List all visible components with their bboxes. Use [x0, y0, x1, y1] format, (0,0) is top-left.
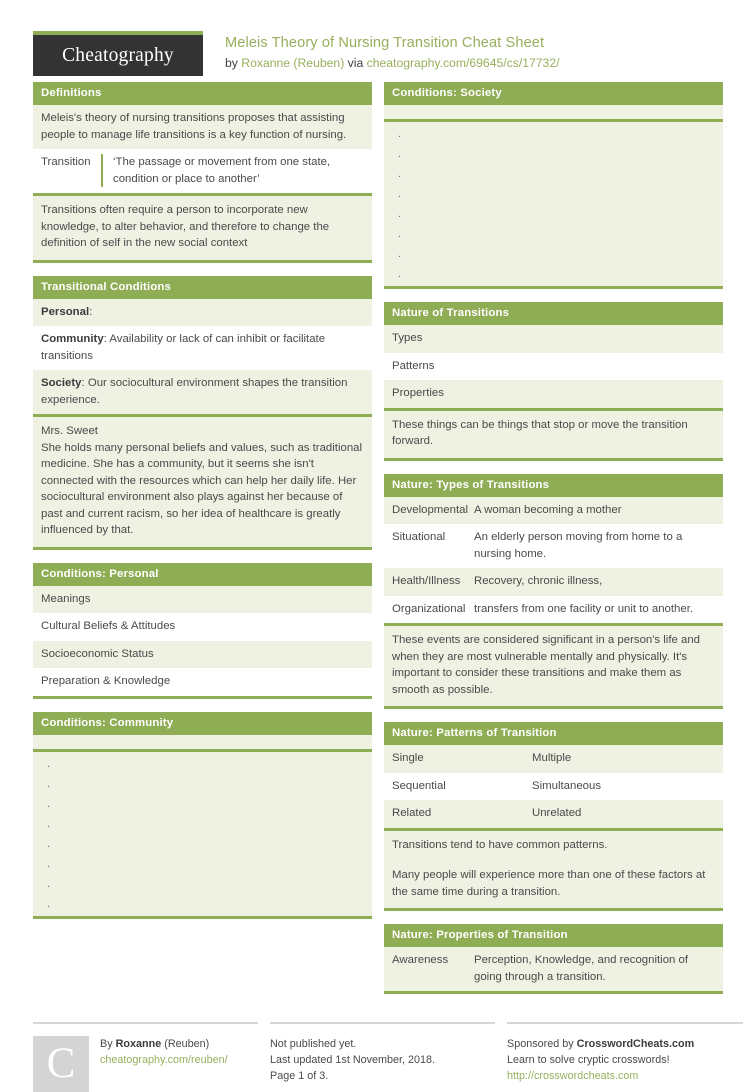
row-value: Preparation & Knowledge: [41, 675, 171, 687]
list-item: .: [384, 124, 723, 144]
row-term: Situational: [392, 531, 446, 543]
table-row: [384, 947, 723, 991]
cheat-block: [384, 302, 723, 461]
page-header: [33, 0, 717, 72]
block-rows: [384, 105, 723, 119]
row-term: Community: [41, 333, 104, 345]
row-value: [41, 739, 364, 745]
block-rows: [33, 735, 372, 749]
footer-sponsor-block: [507, 1022, 743, 1092]
row-value: Patterns: [392, 359, 435, 372]
row-value: ‘The passage or movement from one state, condition or place to another’: [113, 156, 331, 185]
row-value: Simultaneous: [532, 779, 602, 792]
note-paragraph: Transitions often require a person to incorporate new knowledge, to alter behavior, and therefore to change the definition of self in the new social context: [41, 204, 330, 249]
block-note: [384, 408, 723, 458]
cheat-block: [384, 474, 723, 710]
block-note: [33, 193, 372, 260]
via-word: via: [347, 56, 364, 70]
row-value: Personal:: [41, 305, 93, 318]
table-row: [384, 497, 723, 525]
footer-author-url[interactable]: cheatography.com/reuben/: [100, 1054, 228, 1066]
table-row: [33, 586, 372, 614]
table-row: [33, 641, 372, 669]
table-row: [384, 568, 723, 596]
sponsor-tagline: Learn to solve cryptic crosswords!: [507, 1054, 670, 1066]
list-item: .: [33, 894, 372, 914]
cheat-block: [33, 82, 372, 263]
table-row: [384, 105, 723, 119]
page-number: Page 1 of 3.: [270, 1070, 329, 1082]
sponsor-url[interactable]: http://crosswordcheats.com: [507, 1070, 639, 1082]
cheatography-logo[interactable]: [33, 31, 203, 76]
dot-list: [33, 749, 372, 916]
footer-publish-block: [270, 1022, 495, 1092]
row-value: Types: [392, 332, 423, 344]
cheat-block: [33, 563, 372, 699]
row-value: Community: Availability or lack of can inhibit or facilitate transitions: [41, 333, 326, 362]
row-term: Developmental: [392, 503, 468, 516]
note-paragraph: These events are considered significant in a person's life and when they are most vulnerable mentally and physically. It's important to consider these transitions and make them as smooth as possible.: [392, 634, 701, 696]
table-row: [33, 299, 372, 327]
byline: [225, 54, 560, 72]
table-row: [384, 524, 723, 568]
block-note: [384, 623, 723, 706]
row-term: Awareness: [392, 954, 449, 966]
table-row: [384, 325, 723, 353]
row-value: [392, 109, 715, 115]
footer-author-name: Roxanne: [115, 1038, 162, 1050]
table-row: [384, 380, 723, 408]
cheat-block: [384, 924, 723, 994]
list-item: .: [384, 144, 723, 164]
row-value: Socioeconomic Status: [41, 647, 154, 660]
row-value: Perception, Knowledge, and recognition of going through a transition.: [474, 954, 689, 983]
footer-by-label: By: [100, 1038, 113, 1050]
block-rows: [384, 745, 723, 828]
page-footer: [33, 1013, 717, 1092]
block-rows: [384, 497, 723, 624]
note-paragraph: Transitions tend to have common patterns.: [392, 838, 608, 851]
cheat-block: [33, 276, 372, 550]
list-item: .: [384, 264, 723, 284]
logo-text: Cheatography: [62, 44, 174, 66]
block-note: [384, 828, 723, 909]
table-row: [384, 800, 723, 828]
list-item: .: [33, 794, 372, 814]
row-value: transfers from one facility or unit to another.: [474, 602, 694, 615]
block-title: Conditions: Society: [384, 82, 723, 105]
block-title: Nature: Types of Transitions: [384, 474, 723, 497]
page-title: Meleis Theory of Nursing Transition Cheat Sheet: [225, 35, 545, 51]
title-block: [203, 31, 560, 72]
row-value: Unrelated: [532, 807, 582, 819]
sponsor-line: [507, 1036, 694, 1052]
list-item: .: [384, 244, 723, 264]
row-value: Recovery, chronic illness,: [474, 575, 603, 587]
author-link[interactable]: Roxanne (Reuben): [241, 56, 345, 70]
note-paragraph: Mrs. Sweet: [41, 425, 98, 437]
row-term: Organizational: [392, 602, 466, 615]
row-term: Related: [392, 807, 432, 819]
table-row: [384, 773, 723, 801]
block-title: Definitions: [33, 82, 372, 105]
table-row: [33, 668, 372, 696]
note-paragraph: She holds many personal beliefs and values, such as traditional medicine. She has a community, but it seems she isn't connected with the resources which can help her daily life. Her sociocultural environment also plays against her because of past and current racism, so her idea of healthcare is greatly influenced by that.: [41, 441, 363, 536]
footer-author-handle: (Reuben): [164, 1038, 210, 1050]
list-item: .: [384, 164, 723, 184]
table-row: [33, 105, 372, 149]
right-column: [384, 82, 723, 1007]
row-value: Society: Our sociocultural environment shapes the transition experience.: [41, 377, 348, 406]
block-title: Transitional Conditions: [33, 276, 372, 299]
logo-box: [33, 35, 203, 76]
block-rows: [33, 299, 372, 415]
row-term: Transition: [41, 154, 103, 187]
table-row: [384, 596, 723, 624]
list-item: .: [33, 854, 372, 874]
dot-list: [384, 119, 723, 286]
block-title: Nature: Patterns of Transition: [384, 722, 723, 745]
block-title: Conditions: Community: [33, 712, 372, 735]
list-item: .: [384, 184, 723, 204]
row-value: Meanings: [41, 592, 91, 605]
block-note: [33, 414, 372, 547]
row-value: A woman becoming a mother: [474, 503, 622, 516]
list-item: .: [33, 874, 372, 894]
row-value: An elderly person moving from home to a nursing home.: [474, 531, 683, 560]
row-value: Meleis's theory of nursing transitions proposes that assisting people to manage life transitions is a key function of nursing.: [41, 112, 347, 141]
cheat-block: [384, 82, 723, 289]
content-columns: [33, 82, 717, 1007]
avatar: C: [33, 1036, 89, 1092]
footer-author-line: [100, 1036, 228, 1052]
list-item: .: [33, 814, 372, 834]
row-term: Personal: [41, 305, 90, 318]
table-row: [33, 735, 372, 749]
row-value: Multiple: [532, 752, 572, 764]
table-row: [33, 370, 372, 414]
list-item: .: [384, 224, 723, 244]
row-value: Properties: [392, 387, 444, 399]
block-title: Nature of Transitions: [384, 302, 723, 325]
row-term: Health/Illness: [392, 575, 461, 587]
table-row: [384, 353, 723, 381]
block-rows: [33, 105, 372, 193]
block-rows: [384, 325, 723, 408]
row-term: Sequential: [392, 779, 446, 792]
list-item: .: [33, 774, 372, 794]
cheat-block: [384, 722, 723, 911]
sponsor-name[interactable]: CrosswordCheats.com: [576, 1038, 695, 1050]
list-item: .: [33, 834, 372, 854]
left-column: [33, 82, 372, 1007]
last-updated: Last updated 1st November, 2018.: [270, 1054, 436, 1066]
footer-author-block: [33, 1022, 258, 1092]
row-value: Cultural Beliefs & Attitudes: [41, 620, 176, 632]
block-title: Conditions: Personal: [33, 563, 372, 586]
note-paragraph: These things can be things that stop or move the transition forward.: [392, 418, 688, 447]
sponsor-prefix: Sponsored by: [507, 1038, 574, 1050]
table-row: [33, 149, 372, 193]
note-paragraph: Many people will experience more than one of these factors at the same time during a transition.: [392, 869, 706, 898]
table-row: [384, 745, 723, 773]
block-rows: [384, 947, 723, 991]
cheat-block: [33, 712, 372, 919]
row-term: Society: [41, 377, 82, 389]
table-row: [33, 326, 372, 370]
list-item: .: [33, 754, 372, 774]
source-link[interactable]: cheatography.com/69645/cs/17732/: [366, 56, 560, 70]
list-item: .: [384, 204, 723, 224]
row-term: Single: [392, 752, 424, 764]
block-title: Nature: Properties of Transition: [384, 924, 723, 947]
by-word: by: [225, 56, 238, 70]
block-rows: [33, 586, 372, 696]
table-row: [33, 613, 372, 641]
publish-status: Not published yet.: [270, 1038, 357, 1050]
